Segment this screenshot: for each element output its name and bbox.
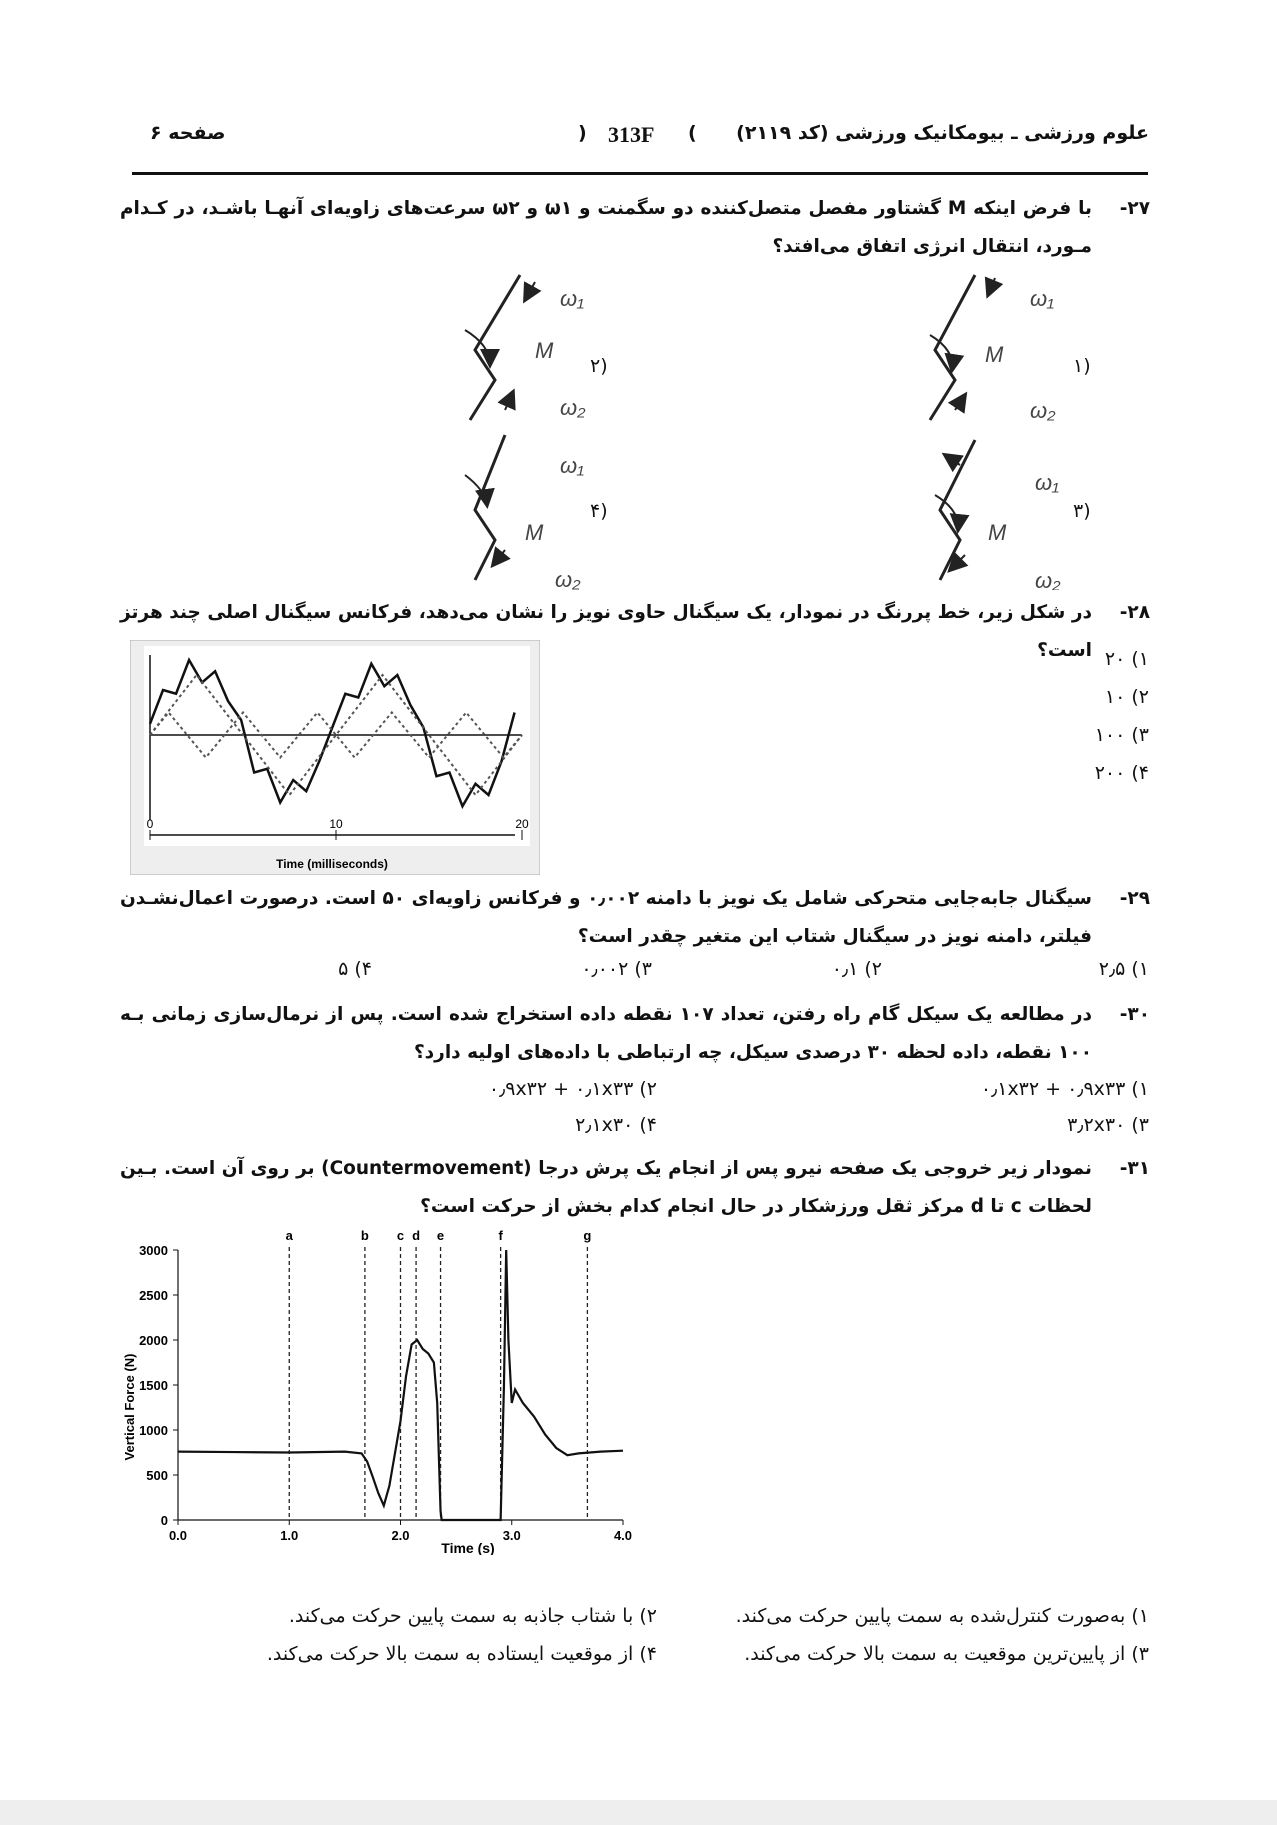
footer-bar [0,1800,1277,1825]
y-tick-label: 2500 [139,1288,168,1303]
q31-option-3[interactable]: ۳) از پایین‌ترین موقعیت به سمت بالا حرکت می‌کند. [744,1643,1149,1665]
marker-label-d: d [412,1228,421,1243]
x-axis-label: Time (s) [441,1540,495,1555]
q30-option-3[interactable]: ۳) ۳٫۲x۳۰ [1067,1114,1149,1136]
segment-line [940,440,975,580]
omega1-arrow [525,282,535,300]
omega1-label: ω₁ [560,453,585,478]
question-text: در شکل زیر، خط پررنگ در نمودار، یک سیگنال حاوی نویز را نشان می‌دهد، فرکانس سیگنال اصلی چند هرتز است؟ [120,602,1092,661]
omega2-label: ω₂ [560,395,586,420]
q27-option-4[interactable]: ۴) [590,500,608,522]
exam-subject: علوم ورزشی ـ بیومکانیک ورزشی (کد ۲۱۱۹) [736,122,1149,144]
y-tick-label: 3000 [139,1243,168,1258]
y-tick-label: 1000 [139,1423,168,1438]
code-close: ( [688,122,697,144]
omega1-label: ω₁ [1035,470,1060,495]
omega2-label: ω₂ [1030,398,1056,423]
omega2-label: ω₂ [1035,568,1061,590]
q27-figures [440,270,1130,590]
noise-signal-chart [130,640,540,875]
moment-label: M [988,520,1007,545]
question-30 [120,996,1150,1072]
q31-option-2[interactable]: ۲) با شتاب جاذبه به سمت پایین حرکت می‌کند. [288,1605,657,1627]
q30-option-1[interactable]: ۱) ۰٫۱x۳۲ + ۰٫۹x۳۳ [980,1078,1149,1100]
figure-option-1 [930,275,1056,423]
q31-option-4[interactable]: ۴) از موقعیت ایستاده به سمت بالا حرکت می‌کند. [266,1643,657,1665]
question-number: ۲۹- [1119,888,1150,909]
moment-label: M [525,520,544,545]
force-plate-chart [118,1225,748,1555]
omega1-arrow [945,455,960,465]
x-tick-label: 1.0 [280,1528,299,1543]
q27-option-3[interactable]: ۳) [1073,500,1091,522]
question-number: ۳۱- [1119,1158,1150,1179]
booklet-code: 313F [608,122,655,147]
x-tick-label: 3.0 [502,1528,521,1543]
omega2-arrow [955,395,965,410]
figure-option-2 [465,275,586,420]
x-tick-label: 20 [515,817,529,831]
q30-option-2[interactable]: ۲) ۰٫۹x۳۲ + ۰٫۱x۳۳ [488,1078,657,1100]
code-open: ) [578,122,587,144]
question-number: ۳۰- [1119,1004,1150,1025]
omega1-label: ω₁ [560,286,585,311]
question-29 [120,880,1150,956]
y-tick-label: 0 [160,1513,168,1528]
q28-option-3[interactable]: ۳) ۱۰۰ [1094,724,1149,746]
figure-option-4 [465,435,584,590]
omega2-label: ω₂ [555,567,581,590]
q28-options [1095,640,1149,792]
q31-option-1[interactable]: ۱) به‌صورت کنترل‌شده به سمت پایین حرکت می‌کند. [735,1605,1149,1627]
omega1-arrow [988,278,995,295]
question-text: در مطالعه یک سیکل گام راه رفتن، تعداد ۱۰۷ نقطه داده استخراج شده است. پس از نرمال‌سازی زمانی بـه ۱۰۰ نقطه، داده لحظه ۳۰ درصدی سیکل، چه ارتباطی با داده‌های اولیه دارد؟ [120,1004,1093,1063]
q29-option-2[interactable]: ۲) ۰٫۱ [831,958,882,980]
x-tick-label: 0.0 [168,1528,188,1543]
moment-label: M [535,338,554,363]
marker-label-c: c [396,1228,405,1243]
marker-label-b: b [360,1228,369,1243]
question-31 [120,1150,1150,1226]
x-axis-label: Time (milliseconds) [276,857,388,871]
q27-option-2[interactable]: ۲) [590,355,608,377]
q29-option-1[interactable]: ۱) ۲٫۵ [1098,958,1149,980]
q28-option-4[interactable]: ۴) ۲۰۰ [1094,762,1149,784]
y-tick-label: 1500 [139,1378,168,1393]
segment-line [470,275,520,420]
x-tick-label: 4.0 [613,1528,633,1543]
moment-arrow [935,495,958,530]
marker-label-g: g [583,1228,592,1243]
header-divider [132,172,1148,175]
marker-label-a: a [285,1228,293,1243]
marker-label-f: f [498,1228,503,1243]
q30-option-4[interactable]: ۴) ۲٫۱x۳۰ [575,1114,657,1136]
marker-label-e: e [436,1228,445,1243]
omega2-arrow [493,550,505,565]
q29-option-4[interactable]: ۴) ۵ [338,958,372,980]
omega2-arrow [505,392,513,410]
y-tick-label: 500 [146,1468,168,1483]
question-number: ۲۸- [1119,602,1150,623]
question-text: سیگنال جابه‌جایی متحرکی شامل یک نویز با دامنه ۰٫۰۰۲ و فرکانس زاویه‌ای ۵۰ است. درصورت اعمال‌نشـدن فیلتر، دامنه نویز در سیگنال شتاب این متغیر چقدر است؟ [120,888,1092,947]
q28-option-1[interactable]: ۱) ۲۰ [1104,648,1149,670]
moment-label: M [985,342,1004,367]
q28-option-2[interactable]: ۲) ۱۰ [1104,686,1149,708]
question-27 [120,190,1150,266]
x-tick-label: 10 [329,817,343,831]
figure-option-3 [935,440,1061,590]
x-tick-label: 2.0 [391,1528,410,1543]
question-number: ۲۷- [1119,198,1150,219]
y-tick-label: 2000 [139,1333,168,1348]
plot-area [144,646,530,846]
q29-option-3[interactable]: ۳) ۰٫۰۰۲ [581,958,652,980]
q27-option-1[interactable]: ۱) [1073,355,1091,377]
y-axis-label: Vertical Force (N) [122,1353,137,1461]
page-number: صفحه ۶ [150,122,226,144]
x-tick-label: 0 [146,817,154,831]
segment-line [475,435,505,580]
question-text: با فرض اینکه M گشتاور مفصل متصل‌کننده دو سگمنت و ω۱ و ω۲ سرعت‌های زاویه‌ای آنهـا باشـد، در کـدام مـورد، انتقال انرژی اتفاق می‌افتد؟ [120,198,1093,257]
question-text: نمودار زیر خروجی یک صفحه نیرو پس از انجام یک پرش درجا (Countermovement) بر روی آن است. بـین لحظات c تا d مرکز ثقل ورزشکار در حال انجام کدام بخش از حرکت است؟ [120,1158,1092,1217]
segment-line [930,275,975,420]
omega1-label: ω₁ [1030,286,1055,311]
